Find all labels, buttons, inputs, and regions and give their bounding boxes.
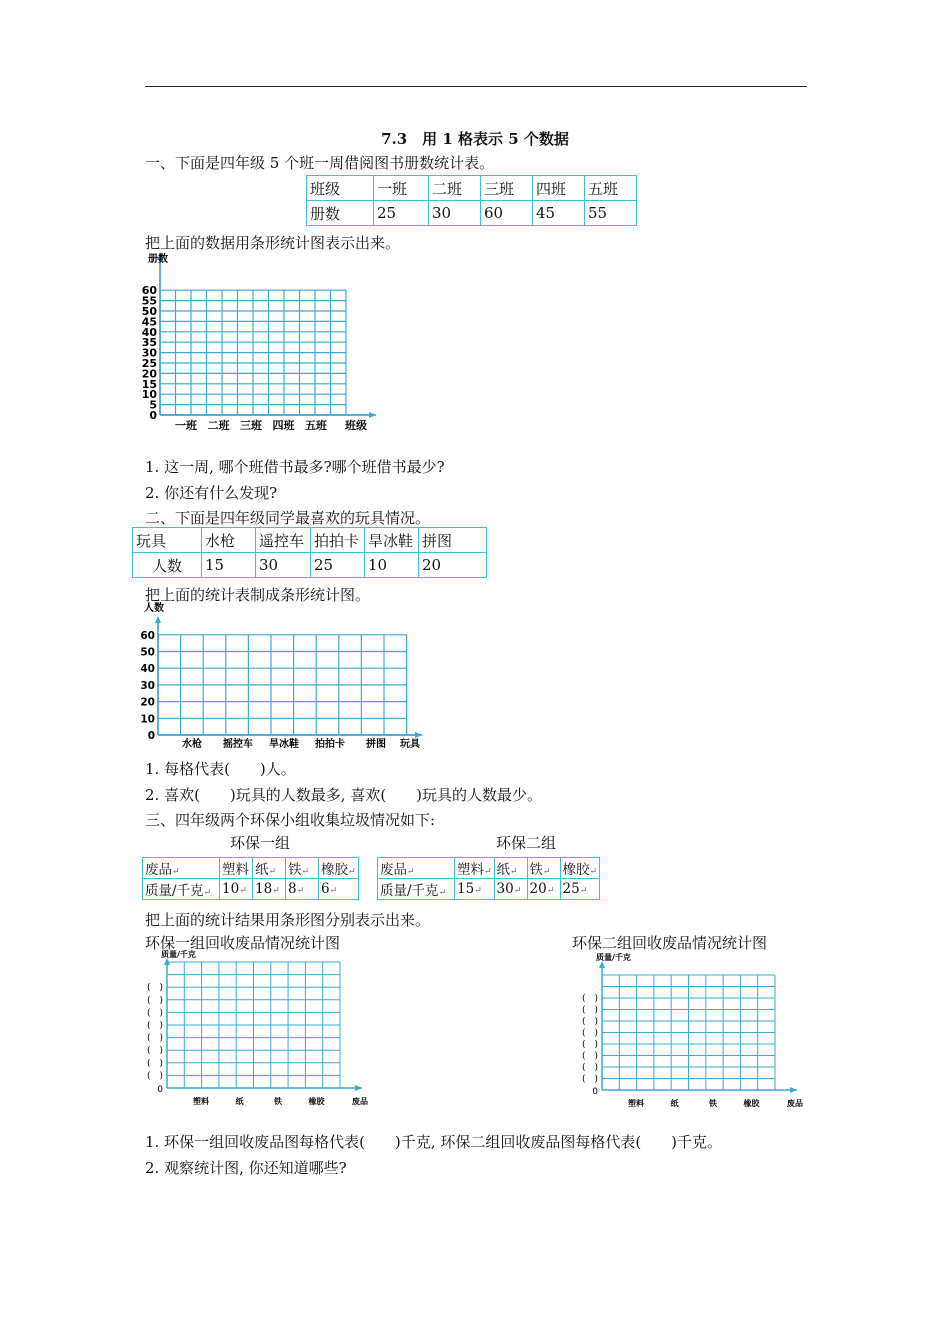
y-tick-label: 20 [140,696,155,709]
y-tick-blank: ( ) [146,1058,163,1069]
chart3-grid[interactable] [135,948,375,1108]
table-cell: 60 [481,201,533,226]
table-cell: 25 [562,881,580,897]
table-cell: 遥控车 [256,528,311,553]
y-tick-label: 15 [141,377,157,391]
table-row [307,201,637,226]
return-mark-icon: ↵ [272,886,280,896]
section2-heading: 二、下面是四年级同学最喜欢的玩具情况。 [145,509,431,527]
y-tick-blank: ( ) [581,1074,598,1085]
x-axis-arrow-icon [790,1087,797,1093]
return-mark-icon: ↵ [543,867,551,877]
table-cell: 10 [222,881,240,897]
y-tick-label: 60 [141,284,157,298]
x-axis-label: 玩具 [400,739,420,750]
table-cell: 15 [202,553,256,578]
y-axis-label: 质量/千克 [161,950,196,959]
table-cell: 10 [365,553,419,578]
x-tick-label: 拼图 [366,739,386,750]
y-tick-blank: ( ) [146,1008,163,1019]
return-mark-icon: ↵ [329,886,338,896]
y-tick-blank: ( ) [581,1017,598,1027]
page-title: 7.3 用 1 格表示 5 个数据 [381,130,569,148]
y-tick-label: 0 [147,730,155,742]
y-tick-blank: ( ) [581,1040,598,1050]
y-tick-label: 35 [141,336,157,350]
section1-question-2: 2. 你还有什么发现? [145,484,278,502]
table-cell: 人数 [133,553,202,578]
section1-instruction: 把上面的数据用条形统计图表示出来。 [145,234,401,252]
y-tick-label: 0 [149,409,157,422]
y-tick-label: 40 [140,663,155,676]
x-tick-label: 摇控车 [223,739,253,750]
table-cell: 四班 [533,176,585,201]
table-cell: 纸 [255,862,269,878]
y-tick-label: 25 [141,357,157,370]
table-row [307,176,637,201]
section2-question-2: 2. 喜欢( )玩具的人数最多, 喜欢( )玩具的人数最少。 [145,786,543,804]
group1-table [142,857,359,900]
y-tick-blank: ( ) [581,1051,598,1062]
y-tick-label: 0 [157,1085,163,1095]
y-tick-label: 20 [141,367,157,381]
x-tick-label: 水枪 [182,739,202,750]
x-tick-label: 旱冰鞋 [269,739,299,750]
x-axis-arrow-icon [369,412,376,418]
return-mark-icon: ↵ [438,888,447,898]
y-tick-blank: ( ) [146,1021,163,1031]
group2-table [377,857,600,900]
table-cell: 18 [255,881,273,897]
table-cell: 质量/千克 [380,883,439,899]
return-mark-icon: ↵ [407,867,415,877]
chart4-grid[interactable] [568,950,808,1108]
return-mark-icon: ↵ [296,886,305,896]
x-tick-label: 四班 [272,419,295,432]
y-tick-label: 50 [141,305,157,318]
x-tick-label: 铁 [274,1097,282,1106]
x-tick-label: 纸 [235,1097,244,1106]
x-tick-label: 三班 [240,419,262,432]
y-tick-label: 30 [140,679,155,692]
table-cell: 三班 [481,176,533,201]
y-tick-blank: ( ) [146,995,163,1006]
top-rule [145,86,807,87]
return-mark-icon: ↵ [513,886,522,896]
return-mark-icon: ↵ [268,867,277,877]
table-cell: 20 [529,881,547,897]
x-axis-label: 班级 [345,419,367,432]
table-cell: 二班 [429,176,481,201]
x-tick-label: 纸 [670,1099,679,1108]
return-mark-icon: ↵ [203,888,212,898]
section3-question-1: 1. 环保一组回收废品图每格代表( )千克, 环保二组回收废品图每格代表( )千克。 [145,1133,723,1151]
y-tick-blank: ( ) [146,983,163,994]
y-axis-arrow-icon [155,616,161,623]
table-cell: 塑料 [457,862,484,878]
y-tick-label: 45 [141,315,157,329]
section3-question-2: 2. 观察统计图, 你还知道哪些? [145,1159,347,1177]
x-tick-label: 塑料 [193,1097,209,1106]
x-tick-label: 橡胶 [308,1097,325,1106]
table-cell: 橡胶 [562,862,590,878]
table-cell: 废品 [145,862,172,878]
table-cell: 拼图 [419,528,487,553]
chart3-title: 环保一组回收废品情况统计图 [145,934,341,952]
return-mark-icon: ↵ [510,867,518,877]
table-row [378,879,600,900]
return-mark-icon: ↵ [579,886,588,896]
y-tick-blank: ( ) [146,1033,163,1044]
table-cell: 55 [585,201,637,226]
table-row [143,858,359,879]
y-tick-label: 50 [140,646,155,659]
group1-name: 环保一组 [230,834,291,852]
x-axis-label: 废品 [787,1099,803,1108]
x-tick-label: 橡胶 [743,1099,760,1108]
table-cell: 五班 [585,176,637,201]
chart1-grid[interactable] [140,248,380,438]
y-tick-label: 10 [141,388,157,402]
group2-name: 环保二组 [496,834,557,852]
y-tick-blank: ( ) [581,1063,598,1073]
table-cell: 旱冰鞋 [365,528,419,553]
x-tick-label: 拍拍卡 [315,739,345,750]
table-cell: 20 [419,553,487,578]
table-row [133,553,487,578]
table-cell: 25 [374,201,429,226]
table-cell: 一班 [374,176,429,201]
y-axis-label: 人数 [144,603,164,614]
return-mark-icon: ↵ [172,867,180,877]
y-tick-label: 60 [140,629,155,642]
table-cell: 拍拍卡 [311,528,365,553]
table-cell: 45 [533,201,585,226]
table-cell: 25 [311,553,365,578]
y-tick-label: 55 [141,294,157,308]
y-tick-blank: ( ) [581,994,598,1004]
x-tick-label: 二班 [207,419,230,432]
y-tick-blank: ( ) [581,1028,598,1039]
table-cell: 水枪 [202,528,256,553]
table-cell: 8 [288,881,297,897]
table-cell: 玩具 [133,528,202,553]
table-row [133,528,487,553]
y-tick-label: 0 [592,1087,598,1097]
return-mark-icon: ↵ [301,867,310,877]
y-axis-label: 册数 [148,254,168,265]
table-cell: 15 [457,881,475,897]
section3-instruction: 把上面的统计结果用条形图分别表示出来。 [145,911,431,929]
section1-heading: 一、下面是四年级 5 个班一周借阅图书册数统计表。 [145,154,495,172]
x-axis-arrow-icon [415,732,422,738]
return-mark-icon: ↵ [589,867,598,877]
table-cell: 质量/千克 [145,883,204,899]
chart2-grid[interactable] [140,600,440,752]
y-axis-label: 质量/千克 [596,953,631,962]
x-axis-arrow-icon [355,1085,362,1091]
table-cell: 橡胶 [321,862,348,878]
table-cell: 30 [429,201,481,226]
chart4-title: 环保二组回收废品情况统计图 [572,934,768,952]
section1-table [306,175,637,226]
section2-question-1: 1. 每格代表( )人。 [145,760,296,778]
return-mark-icon: ↵ [239,886,247,896]
table-row [143,879,359,900]
y-tick-blank: ( ) [146,1071,163,1082]
table-cell: 铁 [529,862,544,878]
return-mark-icon: ↵ [484,867,492,877]
table-cell: 6 [321,881,330,897]
y-tick-label: 30 [141,346,157,360]
table-cell: 废品 [380,862,407,878]
x-tick-label: 塑料 [628,1099,644,1108]
x-axis-label: 废品 [352,1097,368,1106]
table-cell: 纸 [496,862,511,878]
x-tick-label: 铁 [709,1099,717,1108]
y-tick-label: 10 [140,713,155,726]
section1-question-1: 1. 这一周, 哪个班借书最多?哪个班借书最少? [145,458,445,476]
section3-heading: 三、四年级两个环保小组收集垃圾情况如下: [145,811,436,829]
x-tick-label: 五班 [305,419,327,432]
table-cell: 30 [256,553,311,578]
section2-table [132,527,487,578]
table-cell: 铁 [288,862,302,878]
return-mark-icon: ↵ [546,886,555,896]
y-tick-label: 5 [149,398,157,412]
table-cell: 班级 [307,176,374,201]
section2-instruction: 把上面的统计表制成条形统计图。 [145,586,371,604]
y-tick-blank: ( ) [581,1005,598,1016]
table-row [378,858,600,879]
table-cell: 30 [496,881,514,897]
y-tick-label: 40 [141,325,157,339]
y-axis-arrow-icon [599,961,605,968]
table-cell: 塑料 [222,862,249,878]
y-tick-blank: ( ) [146,1046,163,1057]
return-mark-icon: ↵ [348,867,356,877]
x-tick-label: 一班 [175,419,197,432]
table-cell: 册数 [307,201,374,226]
return-mark-icon: ↵ [474,886,482,896]
